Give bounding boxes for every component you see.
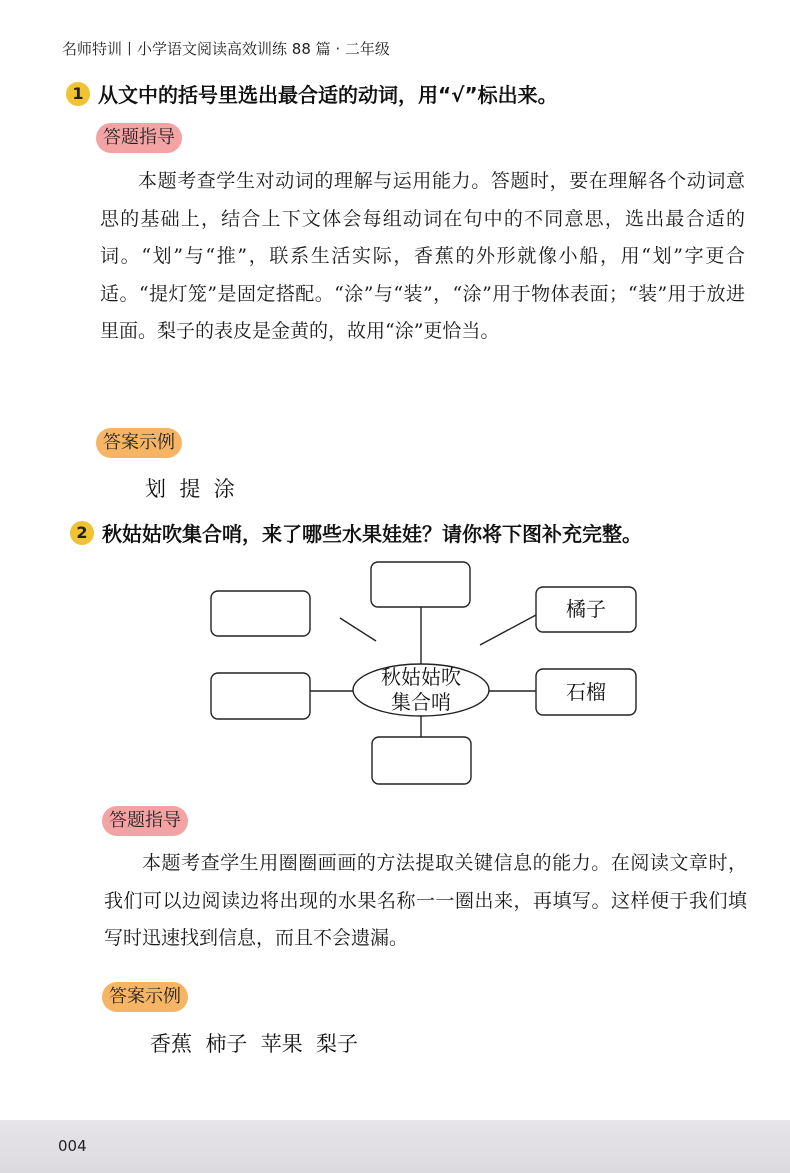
answer-label: 答案示例 <box>102 982 188 1012</box>
page-header: 名师特训丨小学语文阅读高效训练 88 篇 · 二年级 <box>62 40 390 58</box>
question-2-text: 秋姑姑吹集合哨，来了哪些水果娃娃？请你将下图补充完整。 <box>102 522 642 546</box>
page-number: 004 <box>58 1137 87 1155</box>
center-label-line2: 集合哨 <box>391 690 451 714</box>
blank-answer-box <box>211 591 310 636</box>
blank-answer-box <box>371 562 470 607</box>
question-1-text: 从文中的括号里选出最合适的动词，用“√”标出来。 <box>98 83 558 107</box>
guide-label: 答题指导 <box>96 123 182 153</box>
connector-line <box>480 615 536 645</box>
footer-band <box>0 1120 790 1173</box>
fruit-label-orange: 橘子 <box>566 597 606 621</box>
guide-paragraph: 本题考查学生对动词的理解与运用能力。答题时，要在理解各个动词意思的基础上，结合上下文体会每组动词在句中的不同意思，选出最合适的词。“划”与“推”，联系生活实际，香蕉的外形就像小船，用“划”字更合适。“提灯笼”是固定搭配。“涂”与“装”，“涂”用于物体表面；“装”用于放进里面。梨子的表皮是金黄的，故用“涂”更恰当。 <box>100 170 745 343</box>
question-number-badge: 2 <box>70 521 94 545</box>
connector-line <box>340 618 376 641</box>
answer-text: 香蕉 柿子 苹果 梨子 <box>150 1032 359 1056</box>
blank-answer-box <box>372 737 471 784</box>
guide-label: 答题指导 <box>102 806 188 836</box>
guide-paragraph: 本题考查学生用圈圈画画的方法提取关键信息的能力。在阅读文章时，我们可以边阅读边将出现的水果名称一一圈出来，再填写。这样便于我们填写时迅速找到信息，而且不会遗漏。 <box>104 852 747 950</box>
blank-answer-box <box>211 673 310 719</box>
answer-text: 划 提 涂 <box>145 477 235 501</box>
fruit-label-pomegranate: 石榴 <box>566 680 606 704</box>
question-number-badge: 1 <box>66 82 90 106</box>
answer-label: 答案示例 <box>96 428 182 458</box>
center-label-line1: 秋姑姑吹 <box>381 665 461 689</box>
fruit-mind-map <box>200 555 660 795</box>
